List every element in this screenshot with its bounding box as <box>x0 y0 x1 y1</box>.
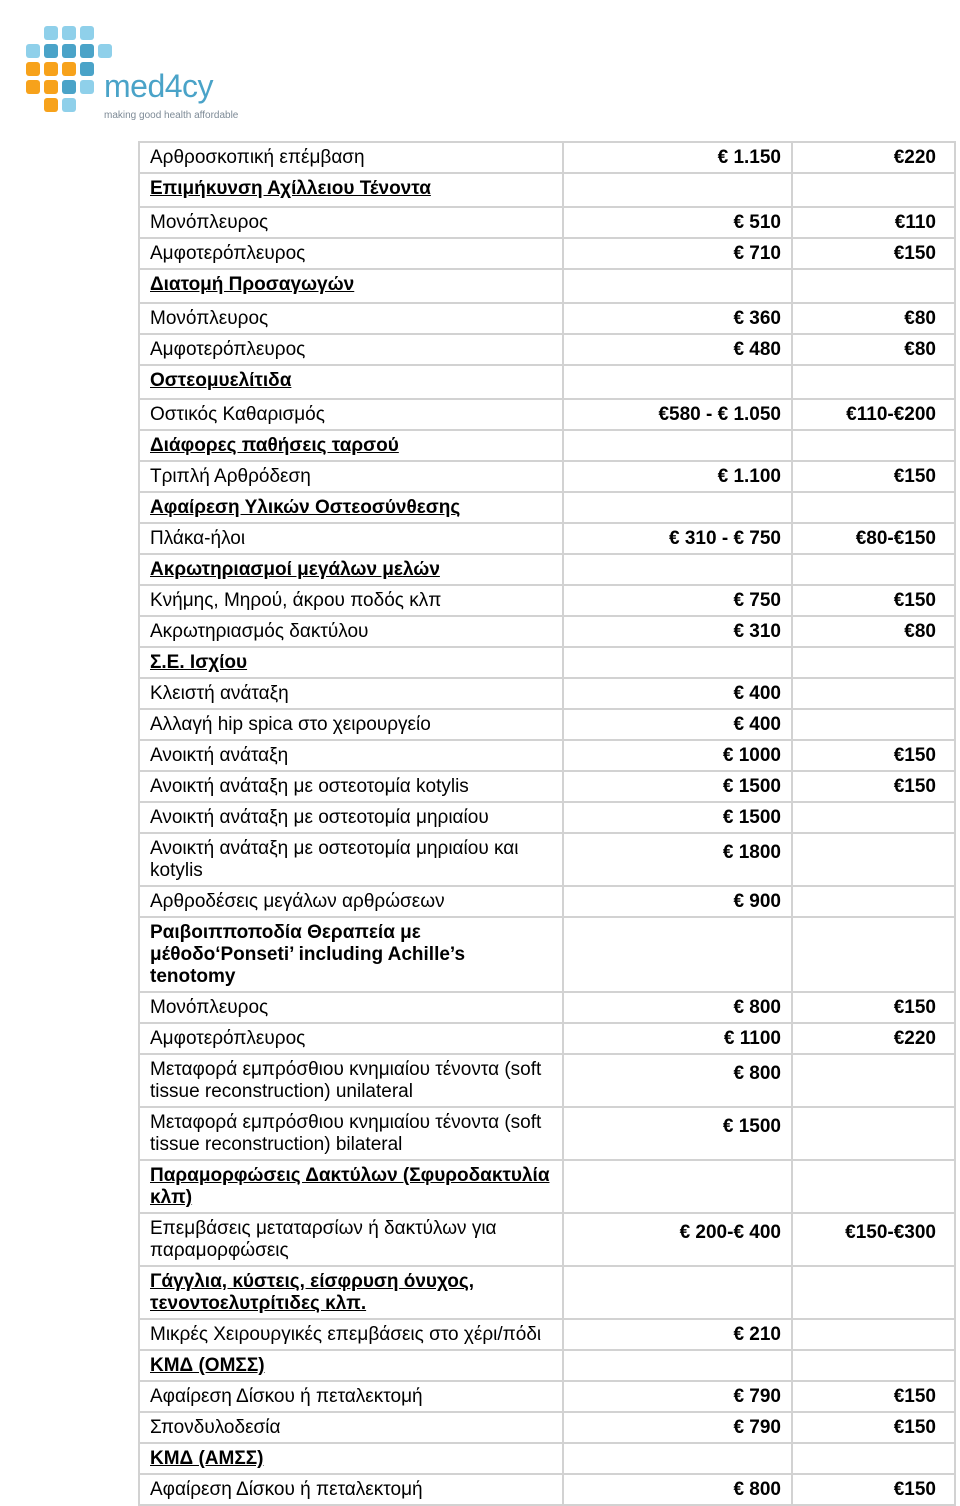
table-row <box>139 678 955 709</box>
procedure-price: € 790 <box>563 1412 792 1443</box>
procedure-extra: €150-€300 <box>792 1213 955 1266</box>
procedure-price: € 1500 <box>563 1107 792 1160</box>
table-row <box>139 207 955 238</box>
procedure-label: Αφαίρεση Δίσκου ή πεταλεκτομή <box>139 1474 563 1505</box>
procedure-label: Μονόπλευρος <box>139 303 563 334</box>
procedure-label: Αρθροδέσεις μεγάλων αρθρώσεων <box>139 886 563 917</box>
procedure-label: Σπονδυλοδεσία <box>139 1412 563 1443</box>
procedure-label: Τριπλή Αρθρόδεση <box>139 461 563 492</box>
table-row <box>139 1023 955 1054</box>
procedure-price <box>563 365 792 399</box>
logo-name: med4cy <box>104 68 214 104</box>
procedure-extra: €110 <box>792 207 955 238</box>
procedure-extra: €150 <box>792 1474 955 1505</box>
procedure-price: € 1.100 <box>563 461 792 492</box>
procedure-extra <box>792 430 955 461</box>
procedure-label: Οστικός Καθαρισμός <box>139 399 563 430</box>
procedure-extra <box>792 709 955 740</box>
table-row <box>139 917 955 992</box>
procedure-extra <box>792 1054 955 1107</box>
procedure-extra <box>792 269 955 303</box>
section-header: ΚΜΔ (ΟΜΣΣ) <box>139 1350 563 1381</box>
procedure-price: € 200-€ 400 <box>563 1213 792 1266</box>
procedure-price: € 210 <box>563 1319 792 1350</box>
procedure-price <box>563 1160 792 1213</box>
table-row <box>139 1412 955 1443</box>
table-row <box>139 992 955 1023</box>
procedure-label: Ανοικτή ανάταξη με οστεοτομία kotylis <box>139 771 563 802</box>
section-header: ΚΜΔ (ΑΜΣΣ) <box>139 1443 563 1474</box>
table-row <box>139 1319 955 1350</box>
procedure-price: € 400 <box>563 678 792 709</box>
table-row <box>139 1160 955 1213</box>
section-header: Επιμήκυνση Αχίλλειου Τένοντα <box>139 173 563 207</box>
procedure-price: € 510 <box>563 207 792 238</box>
table-row <box>139 269 955 303</box>
procedure-price: € 1.150 <box>563 142 792 173</box>
procedure-extra <box>792 173 955 207</box>
table-row <box>139 1107 955 1160</box>
section-header: Διατομή Προσαγωγών <box>139 269 563 303</box>
procedure-price: € 800 <box>563 1474 792 1505</box>
procedure-extra <box>792 1266 955 1319</box>
procedure-label: Αμφοτερόπλευρος <box>139 238 563 269</box>
table-row <box>139 554 955 585</box>
procedure-extra: €150 <box>792 1412 955 1443</box>
procedure-extra: €80 <box>792 616 955 647</box>
procedure-price: € 310 <box>563 616 792 647</box>
procedure-price: € 1500 <box>563 771 792 802</box>
procedure-extra <box>792 678 955 709</box>
procedure-price: € 1000 <box>563 740 792 771</box>
procedure-price <box>563 430 792 461</box>
table-row <box>139 461 955 492</box>
procedure-price <box>563 492 792 523</box>
section-header: Οστεομυελίτιδα <box>139 365 563 399</box>
procedure-price <box>563 1350 792 1381</box>
procedure-label: Πλάκα-ήλοι <box>139 523 563 554</box>
table-row <box>139 585 955 616</box>
procedure-price: € 710 <box>563 238 792 269</box>
procedure-extra <box>792 365 955 399</box>
procedure-extra <box>792 1443 955 1474</box>
procedure-price <box>563 554 792 585</box>
procedure-extra: €150 <box>792 585 955 616</box>
procedure-label: Αμφοτερόπλευρος <box>139 334 563 365</box>
table-row <box>139 303 955 334</box>
procedure-extra <box>792 1107 955 1160</box>
section-header: Ραιβοιπποποδία Θεραπεία με μέθοδο‘Ponseti’ including Achille’s tenotomy <box>139 917 563 992</box>
table-row <box>139 492 955 523</box>
procedure-extra: €150 <box>792 992 955 1023</box>
procedure-price: € 310 - € 750 <box>563 523 792 554</box>
procedure-label: Αφαίρεση Δίσκου ή πεταλεκτομή <box>139 1381 563 1412</box>
procedure-extra: €220 <box>792 142 955 173</box>
section-header: Αφαίρεση Υλικών Οστεοσύνθεσης <box>139 492 563 523</box>
table-row <box>139 1266 955 1319</box>
procedure-extra <box>792 647 955 678</box>
procedure-price: € 360 <box>563 303 792 334</box>
procedure-extra <box>792 1319 955 1350</box>
procedure-extra <box>792 917 955 992</box>
procedure-extra: €150 <box>792 238 955 269</box>
section-header: Γάγγλια, κύστεις, είσφρυση όνυχος, τενοντοελυτρίτιδες κλπ. <box>139 1266 563 1319</box>
procedure-price <box>563 173 792 207</box>
procedure-label: Κνήμης, Μηρού, άκρου ποδός κλπ <box>139 585 563 616</box>
procedure-label: Μεταφορά εμπρόσθιου κνημιαίου τένοντα (soft tissue reconstruction) bilateral <box>139 1107 563 1160</box>
procedure-extra: €80-€150 <box>792 523 955 554</box>
procedure-price: € 1800 <box>563 833 792 886</box>
procedure-price: €580 - € 1.050 <box>563 399 792 430</box>
procedure-label: Μονόπλευρος <box>139 992 563 1023</box>
table-row <box>139 1474 955 1505</box>
table-row <box>139 1443 955 1474</box>
procedure-extra: €110-€200 <box>792 399 955 430</box>
table-row <box>139 430 955 461</box>
procedure-label: Αλλαγή hip spica στο χειρουργείο <box>139 709 563 740</box>
procedure-extra <box>792 886 955 917</box>
procedure-label: Ακρωτηριασμός δακτύλου <box>139 616 563 647</box>
table-row <box>139 523 955 554</box>
procedure-price: € 400 <box>563 709 792 740</box>
procedure-price: € 800 <box>563 1054 792 1107</box>
procedure-price: € 900 <box>563 886 792 917</box>
procedure-label: Μονόπλευρος <box>139 207 563 238</box>
procedure-extra <box>792 1160 955 1213</box>
procedure-extra <box>792 1350 955 1381</box>
procedure-label: Ανοικτή ανάταξη <box>139 740 563 771</box>
procedure-extra <box>792 833 955 886</box>
procedure-price: € 800 <box>563 992 792 1023</box>
table-row <box>139 886 955 917</box>
procedure-price <box>563 917 792 992</box>
table-row <box>139 616 955 647</box>
procedure-extra <box>792 492 955 523</box>
table-row <box>139 1213 955 1266</box>
table-row <box>139 709 955 740</box>
table-row <box>139 399 955 430</box>
procedure-price <box>563 269 792 303</box>
procedure-price <box>563 1443 792 1474</box>
procedure-extra: €150 <box>792 771 955 802</box>
table-row <box>139 238 955 269</box>
table-row <box>139 365 955 399</box>
procedure-label: Κλειστή ανάταξη <box>139 678 563 709</box>
procedure-price: € 750 <box>563 585 792 616</box>
med4cy-logo <box>22 24 239 124</box>
section-header: Σ.Ε. Ισχίου <box>139 647 563 678</box>
procedure-extra: €150 <box>792 740 955 771</box>
procedure-label: Αμφοτερόπλευρος <box>139 1023 563 1054</box>
table-row <box>139 1054 955 1107</box>
procedure-extra: €80 <box>792 334 955 365</box>
procedure-label: Μεταφορά εμπρόσθιου κνημιαίου τένοντα (soft tissue reconstruction) unilateral <box>139 1054 563 1107</box>
table-row <box>139 1350 955 1381</box>
table-row <box>139 740 955 771</box>
procedure-label: Ανοικτή ανάταξη με οστεοτομία μηριαίου <box>139 802 563 833</box>
procedure-price: € 790 <box>563 1381 792 1412</box>
procedure-extra <box>792 554 955 585</box>
table-row <box>139 771 955 802</box>
table-row <box>139 1381 955 1412</box>
price-table <box>138 141 956 1506</box>
section-header: Παραμορφώσεις Δακτύλων (Σφυροδακτυλία κλπ) <box>139 1160 563 1213</box>
table-row <box>139 142 955 173</box>
procedure-label: Επεμβάσεις μεταταρσίων ή δακτύλων για παραμορφώσεις <box>139 1213 563 1266</box>
procedure-extra: €150 <box>792 461 955 492</box>
section-header: Διάφορες παθήσεις ταρσού <box>139 430 563 461</box>
procedure-label: Ανοικτή ανάταξη με οστεοτομία μηριαίου και kotylis <box>139 833 563 886</box>
table-row <box>139 647 955 678</box>
procedure-extra: €80 <box>792 303 955 334</box>
procedure-label: Μικρές Χειρουργικές επεμβάσεις στο χέρι/πόδι <box>139 1319 563 1350</box>
table-row <box>139 802 955 833</box>
procedure-price: € 1500 <box>563 802 792 833</box>
table-row <box>139 173 955 207</box>
procedure-extra: €150 <box>792 1381 955 1412</box>
procedure-price <box>563 1266 792 1319</box>
procedure-price: € 1100 <box>563 1023 792 1054</box>
procedure-label: Αρθροσκοπική επέμβαση <box>139 142 563 173</box>
section-header: Ακρωτηριασμοί μεγάλων μελών <box>139 554 563 585</box>
table-row <box>139 833 955 886</box>
procedure-extra <box>792 802 955 833</box>
table-row <box>139 334 955 365</box>
procedure-price <box>563 647 792 678</box>
logo-tagline: making good health affordable <box>104 110 239 121</box>
procedure-price: € 480 <box>563 334 792 365</box>
procedure-extra: €220 <box>792 1023 955 1054</box>
